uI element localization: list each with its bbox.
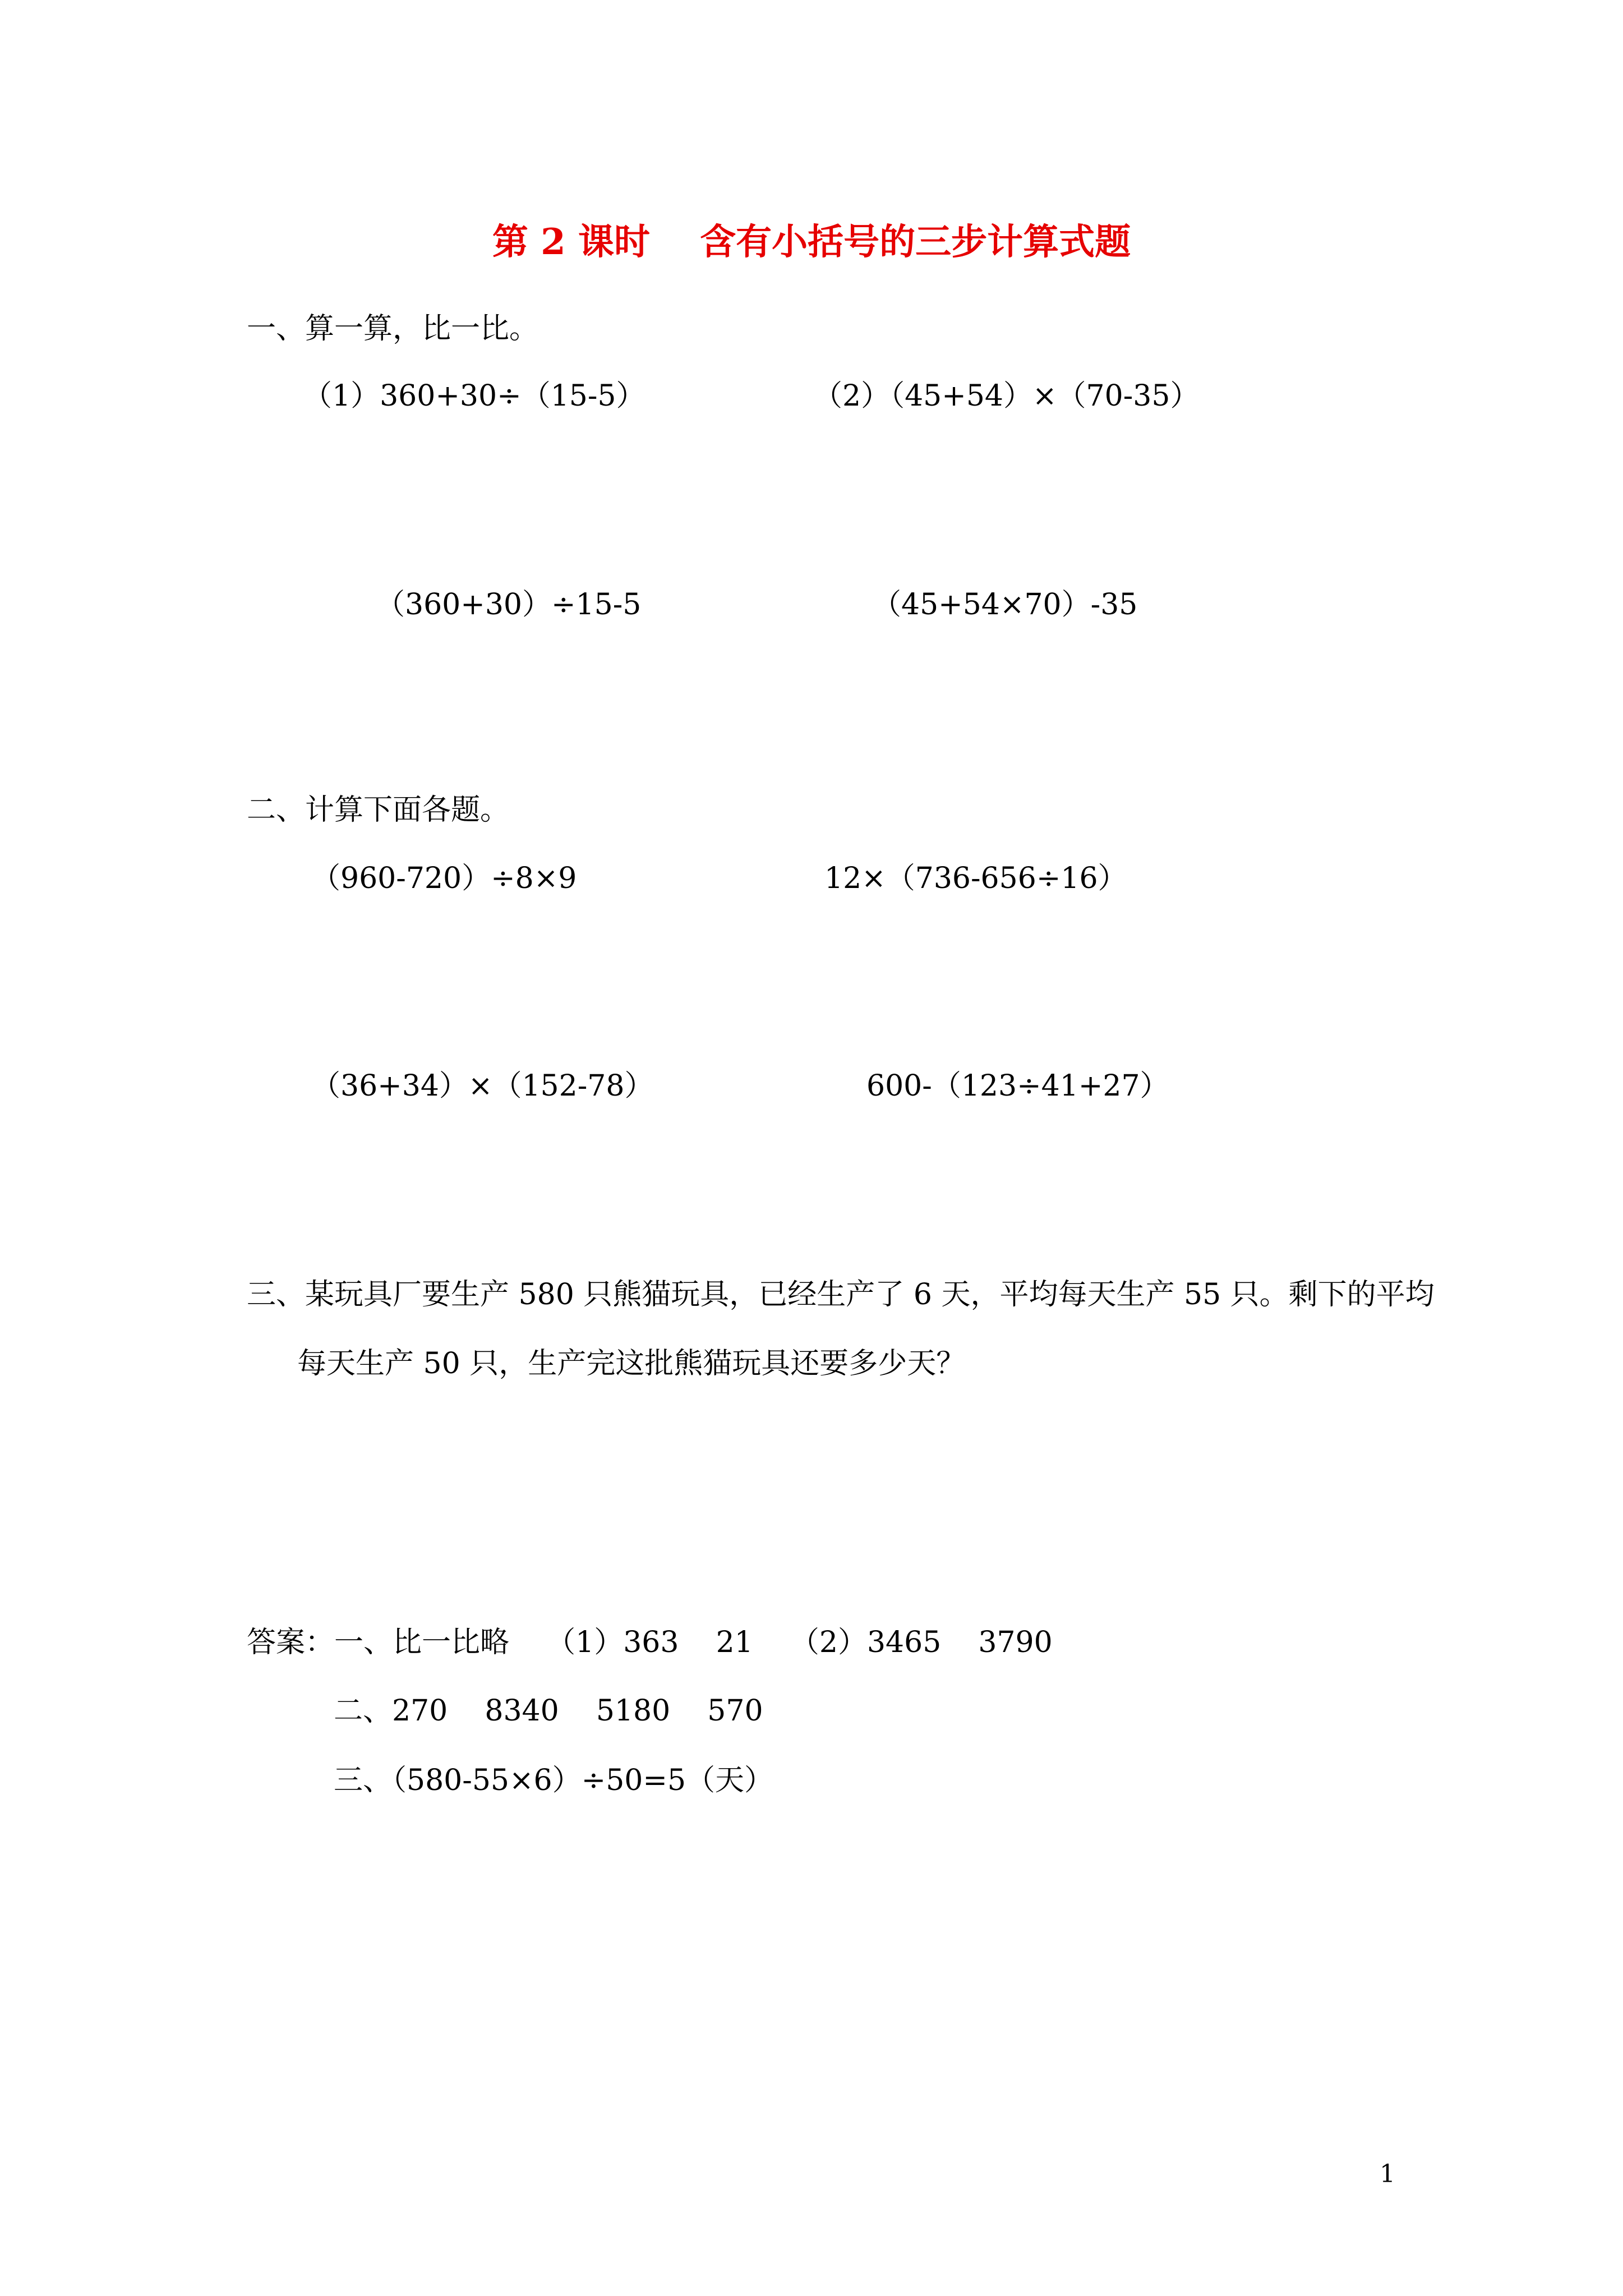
section-1-heading: 一、算一算，比一比。 [247, 312, 539, 346]
section-2-item-3: （36+34）×（152-78） [311, 1069, 654, 1103]
section-2-item-4: 600-（123÷41+27） [866, 1069, 1169, 1103]
section-2-heading: 二、计算下面各题。 [247, 793, 510, 827]
answers-line-3: 三、（580-55×6）÷50=5（天） [334, 1764, 774, 1797]
page-title: 第 2 课时 含有小括号的三步计算式题 [492, 221, 1131, 263]
section-3-line-1: 三、某玩具厂要生产 580 只熊猫玩具，已经生产了 6 天，平均每天生产 55 只。剩下的平均 [247, 1278, 1435, 1312]
section-1-item-4: （45+54×70）-35 [872, 588, 1138, 622]
section-2-item-2: 12×（736-656÷16） [824, 862, 1127, 895]
page-number: 1 [1380, 2160, 1395, 2188]
section-1-item-1: （1）360+30÷（15-5） [303, 379, 645, 413]
section-1-item-3: （360+30）÷15-5 [376, 588, 642, 622]
section-1-item-2: （2）（45+54）×（70-35） [813, 379, 1200, 413]
answers-line-1: 答案：一、比一比略 （1）363 21 （2）3465 3790 [247, 1626, 1053, 1659]
section-3-line-2: 每天生产 50 只，生产完这批熊猫玩具还要多少天？ [297, 1347, 966, 1381]
answers-line-2: 二、270 8340 5180 570 [334, 1694, 763, 1728]
section-2-item-1: （960-720）÷8×9 [311, 862, 577, 895]
